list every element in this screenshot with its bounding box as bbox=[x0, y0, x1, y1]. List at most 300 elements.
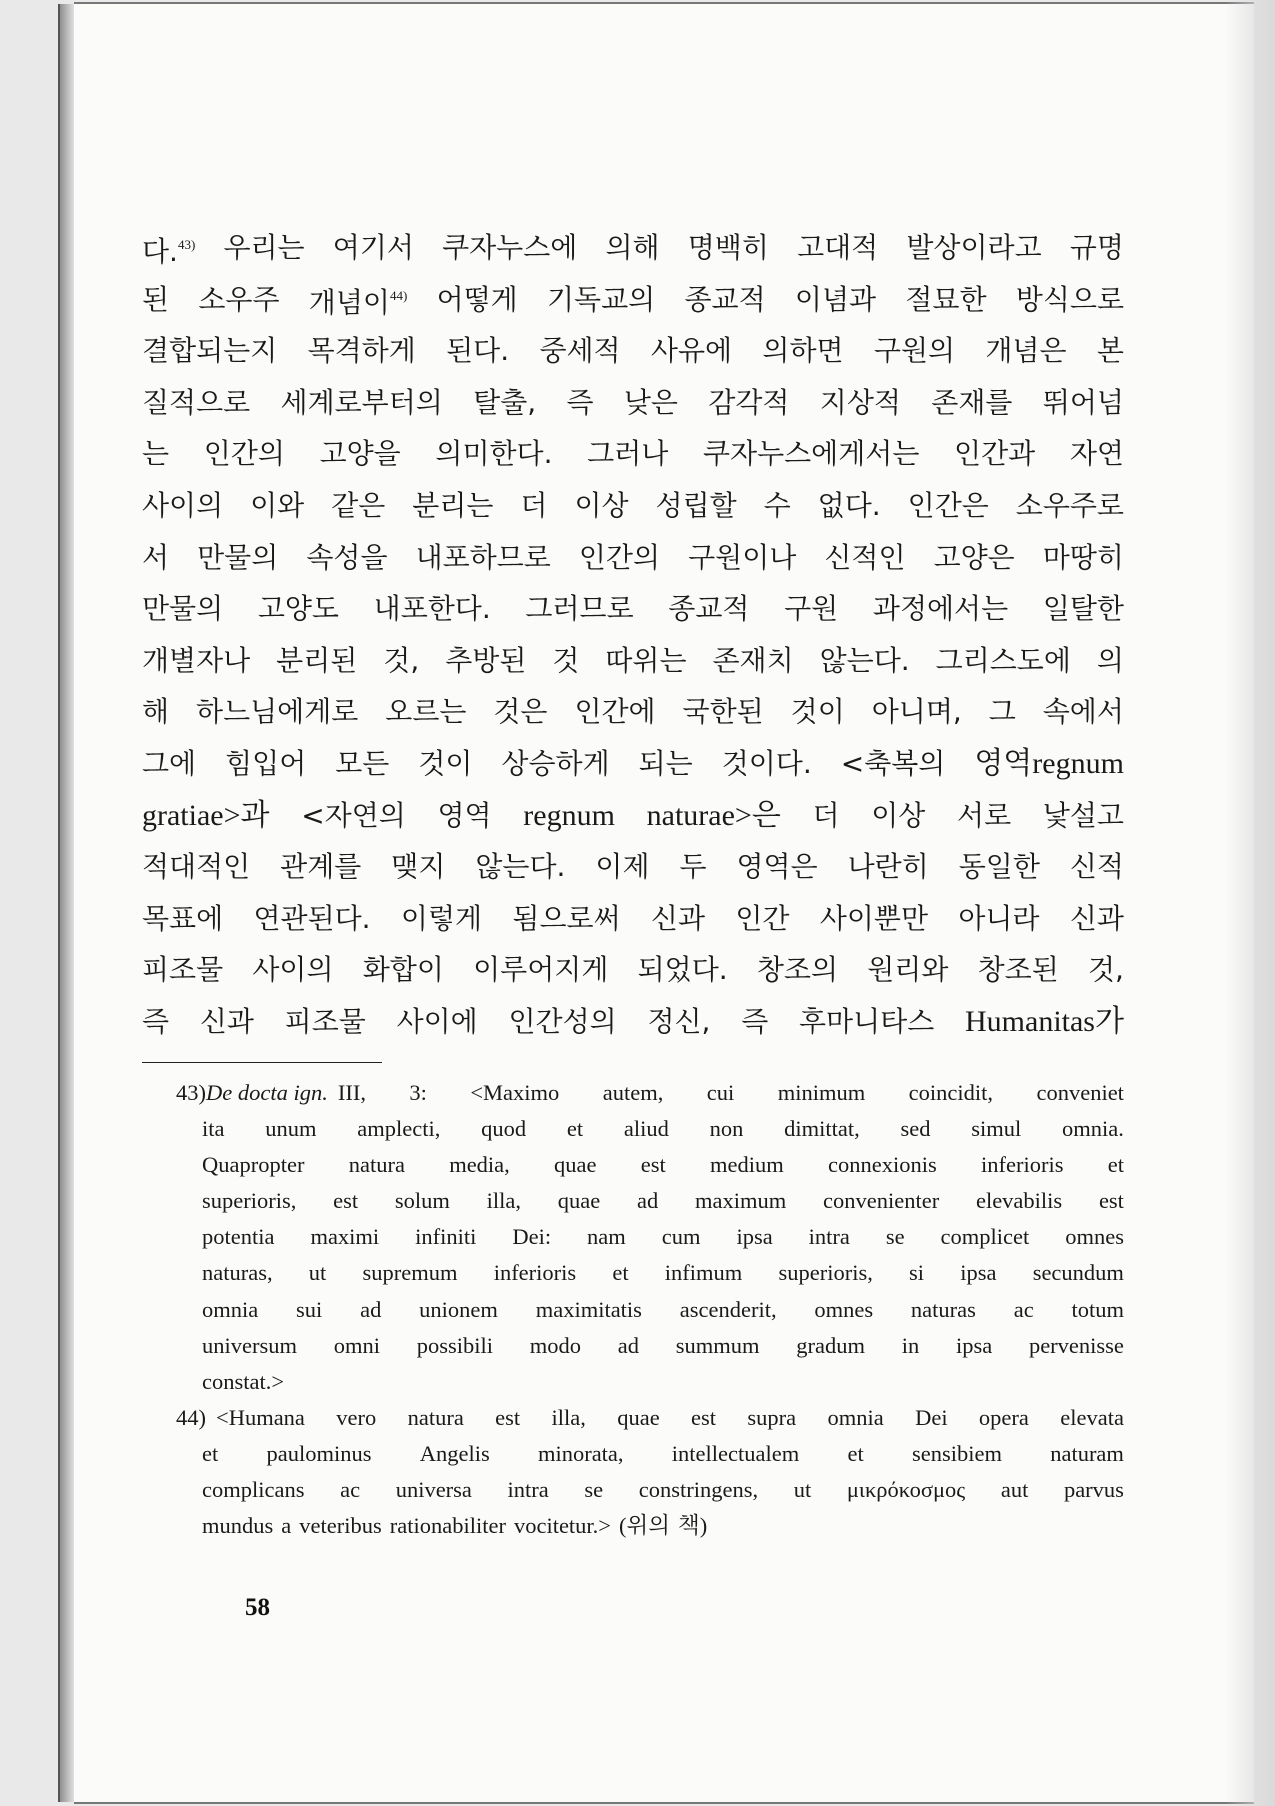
word: <Humana bbox=[216, 1404, 305, 1430]
word: constat.> bbox=[202, 1368, 285, 1394]
word: 후마니타스 bbox=[799, 1004, 935, 1038]
word: connexionis bbox=[828, 1152, 937, 1178]
word: 소우주 bbox=[198, 282, 280, 316]
word: 않는다. bbox=[475, 850, 566, 884]
word: 없다. bbox=[817, 488, 881, 522]
word: omnia bbox=[202, 1296, 259, 1322]
word: elevata bbox=[1060, 1404, 1124, 1430]
word: 결합되는지 bbox=[142, 334, 278, 368]
word: 방식으로 bbox=[1015, 282, 1124, 316]
word: possibili bbox=[416, 1332, 494, 1358]
word: 분리는 bbox=[412, 488, 494, 522]
word: 낯설고 bbox=[1042, 798, 1124, 832]
word: 된 bbox=[142, 282, 170, 316]
word: intellectualem bbox=[671, 1440, 800, 1466]
footnote-rule bbox=[142, 1062, 382, 1063]
word: coincidit, bbox=[908, 1080, 994, 1105]
word: naturam bbox=[1050, 1440, 1124, 1466]
word: constringens, bbox=[638, 1477, 759, 1503]
word: 두 bbox=[679, 850, 707, 884]
word: 낮은 bbox=[623, 385, 678, 419]
word: <축복의 bbox=[840, 746, 946, 780]
footnote-43-line bbox=[176, 1219, 1124, 1255]
word: 고양은 bbox=[933, 540, 1015, 574]
word: in bbox=[901, 1332, 920, 1358]
word: 영역은 bbox=[736, 850, 818, 884]
word: maximi bbox=[310, 1224, 380, 1250]
word: 인간성의 bbox=[508, 1004, 617, 1038]
word: 추방된 bbox=[445, 643, 527, 677]
word: superioris, bbox=[778, 1260, 873, 1286]
word: autem, bbox=[602, 1080, 664, 1105]
word: natura bbox=[407, 1404, 464, 1430]
word: intra bbox=[507, 1477, 549, 1503]
word: rationabiliter bbox=[389, 1513, 506, 1539]
word: 즉 bbox=[142, 1004, 170, 1038]
word: illa, bbox=[551, 1404, 586, 1430]
word: 신과 bbox=[1069, 901, 1124, 935]
word: 하느님에게로 bbox=[196, 695, 359, 729]
word: et bbox=[202, 1440, 219, 1466]
word: 창조된 bbox=[977, 953, 1059, 987]
footnote-number: 44) bbox=[176, 1404, 206, 1430]
word: 상승하게 bbox=[501, 746, 610, 780]
word: gradum bbox=[796, 1332, 865, 1358]
word: 절묘한 bbox=[905, 282, 987, 316]
word: 그에 bbox=[142, 746, 197, 780]
word: 마땅히 bbox=[1042, 540, 1124, 574]
word: si bbox=[909, 1260, 925, 1286]
footnote-44-line bbox=[176, 1436, 1124, 1472]
word: Angelis bbox=[419, 1440, 490, 1466]
footnote-text bbox=[338, 1075, 1124, 1111]
word: est bbox=[640, 1152, 666, 1178]
word: 된다. bbox=[446, 334, 510, 368]
body-line bbox=[142, 428, 1124, 480]
word: superioris, bbox=[202, 1188, 297, 1214]
word: opera bbox=[978, 1404, 1029, 1430]
body-line bbox=[142, 738, 1124, 790]
word: ad bbox=[617, 1332, 639, 1358]
word: 동일한 bbox=[958, 850, 1040, 884]
word: quae bbox=[617, 1404, 660, 1430]
word: 것이다. bbox=[721, 746, 812, 780]
word: 창조의 bbox=[756, 953, 839, 987]
footnote-number: 43) bbox=[176, 1080, 206, 1105]
word: totum bbox=[1071, 1296, 1124, 1322]
body-line bbox=[142, 583, 1124, 635]
word: 신적 bbox=[1069, 850, 1124, 884]
word: naturas, bbox=[202, 1260, 273, 1286]
word: <자연의 bbox=[301, 798, 406, 832]
word: 신과 bbox=[199, 1004, 254, 1038]
word: unionem bbox=[419, 1296, 498, 1322]
word: omnes bbox=[1065, 1224, 1124, 1250]
word: 인간의 bbox=[578, 540, 661, 574]
footnote-44 bbox=[176, 1400, 1124, 1544]
word: summum bbox=[675, 1332, 760, 1358]
word: 이상 bbox=[871, 798, 926, 832]
word: supra bbox=[747, 1404, 797, 1430]
word: et bbox=[1107, 1152, 1124, 1178]
body-line bbox=[142, 532, 1124, 584]
word: 피조물 bbox=[284, 1004, 366, 1038]
word: ipsa bbox=[955, 1332, 993, 1358]
word: ac bbox=[340, 1477, 361, 1503]
word: 만물의 bbox=[142, 592, 224, 626]
word: dimittat, bbox=[784, 1116, 860, 1142]
word: 모든 bbox=[335, 746, 390, 780]
word: intra bbox=[808, 1224, 850, 1250]
footnote-marker: 43) bbox=[177, 236, 196, 252]
word: 화합이 bbox=[362, 953, 444, 987]
word: omni bbox=[333, 1332, 380, 1358]
word: ut bbox=[793, 1477, 812, 1503]
word: vocitetur.> bbox=[513, 1513, 611, 1539]
word: simul bbox=[971, 1116, 1022, 1142]
word: et bbox=[566, 1116, 584, 1142]
word: 서로 bbox=[957, 798, 1012, 832]
word: 사이에 bbox=[396, 1004, 478, 1038]
word: 감각적 bbox=[708, 385, 790, 419]
word: 같은 bbox=[331, 488, 386, 522]
word: 쿠자누스에 bbox=[442, 231, 578, 264]
word: ut bbox=[308, 1260, 327, 1286]
word: 이루어지게 bbox=[473, 953, 609, 987]
word: 이제 bbox=[595, 850, 650, 884]
citation-title: De docta ign. bbox=[206, 1080, 328, 1105]
word: veteribus bbox=[299, 1513, 382, 1539]
word: 더 bbox=[812, 798, 840, 832]
body-line bbox=[142, 790, 1124, 842]
word: 국한된 bbox=[682, 695, 764, 729]
word: 즉 bbox=[741, 1004, 769, 1038]
word: 관계를 bbox=[280, 850, 362, 884]
word: minimum bbox=[777, 1080, 866, 1105]
page-right-shadow bbox=[1225, 0, 1275, 1806]
word: 고대적 bbox=[797, 231, 879, 264]
word: medium bbox=[710, 1152, 784, 1178]
word: ipsa bbox=[960, 1260, 997, 1286]
word: 뛰어넘 bbox=[1042, 385, 1124, 419]
footnote-text bbox=[216, 1400, 1124, 1436]
word: 영역 bbox=[437, 798, 492, 832]
word: 영역regnum bbox=[974, 746, 1124, 780]
word: 이렇게 bbox=[400, 901, 483, 935]
word: 즉 bbox=[566, 385, 594, 419]
word: quod bbox=[481, 1116, 527, 1142]
word: III, bbox=[337, 1080, 366, 1105]
word: 서 bbox=[142, 540, 170, 574]
footnote-43-line bbox=[176, 1328, 1124, 1364]
word: solum bbox=[394, 1188, 450, 1214]
word: 속에서 bbox=[1042, 695, 1124, 729]
word: 우리는 bbox=[223, 231, 305, 264]
word: infimum bbox=[664, 1260, 743, 1286]
word: omnia. bbox=[1062, 1116, 1124, 1142]
word: 3: bbox=[409, 1080, 427, 1105]
word: naturae>은 bbox=[646, 798, 781, 832]
word: 의 bbox=[1096, 643, 1124, 677]
body-line bbox=[142, 841, 1124, 893]
word: 적대적인 bbox=[142, 850, 251, 884]
word: 것은 bbox=[493, 695, 548, 729]
word: 그러므로 bbox=[525, 592, 634, 626]
word: 존재를 bbox=[931, 385, 1013, 419]
word: inferioris bbox=[493, 1260, 577, 1286]
word: 존재치 bbox=[712, 643, 794, 677]
body-line bbox=[142, 377, 1124, 429]
word: 신적인 bbox=[824, 540, 906, 574]
word: 아니라 bbox=[958, 901, 1040, 935]
word: 의하면 bbox=[762, 334, 844, 368]
word: 명백히 bbox=[687, 231, 769, 264]
footnote-44-line bbox=[176, 1472, 1124, 1508]
word: 만물의 bbox=[197, 540, 279, 574]
body-line bbox=[142, 635, 1124, 687]
word: inferioris bbox=[981, 1152, 1064, 1178]
word: (위의 bbox=[619, 1513, 670, 1539]
word: modo bbox=[529, 1332, 582, 1358]
footnote-marker: 44) bbox=[389, 288, 408, 304]
word: et bbox=[847, 1440, 864, 1466]
word: media, bbox=[449, 1152, 510, 1178]
word: 성립할 bbox=[655, 488, 737, 522]
word: 이념과 bbox=[794, 282, 877, 316]
footnote-43-line bbox=[176, 1111, 1124, 1147]
word: ipsa bbox=[736, 1224, 773, 1250]
word: infiniti bbox=[415, 1224, 477, 1250]
footnote-43-line-1 bbox=[176, 1075, 1124, 1111]
word: conveniet bbox=[1036, 1080, 1124, 1105]
word: secundum bbox=[1032, 1260, 1124, 1286]
word: 것, bbox=[383, 643, 420, 677]
word: paulominus bbox=[266, 1440, 372, 1466]
word: 개념은 bbox=[985, 334, 1067, 368]
body-line bbox=[142, 944, 1124, 996]
word: 힘입어 bbox=[225, 746, 307, 780]
word: 맺지 bbox=[391, 850, 446, 884]
word: 피조물 bbox=[142, 953, 224, 987]
word: 종교적 bbox=[684, 282, 766, 316]
word: 것이 bbox=[790, 695, 845, 729]
body-line bbox=[142, 686, 1124, 738]
word: non bbox=[709, 1116, 744, 1142]
word: 자연 bbox=[1069, 437, 1124, 471]
word: 쿠자누스에게서는 bbox=[702, 437, 920, 471]
word: aliud bbox=[623, 1116, 669, 1142]
word: convenienter bbox=[823, 1188, 940, 1214]
body-line bbox=[142, 480, 1124, 532]
word: est bbox=[691, 1404, 717, 1430]
footnote-43-line bbox=[176, 1292, 1124, 1328]
word: 그리스도에 bbox=[935, 643, 1071, 677]
word: 고양도 bbox=[257, 592, 339, 626]
word: vero bbox=[336, 1404, 377, 1430]
word: complicans bbox=[202, 1477, 305, 1503]
footnote-43-line bbox=[176, 1147, 1124, 1183]
word: amplecti, bbox=[357, 1116, 441, 1142]
word: 지상적 bbox=[819, 385, 901, 419]
word: 아니며, bbox=[871, 695, 962, 729]
word: minorata, bbox=[537, 1440, 624, 1466]
page-number: 58 bbox=[245, 1594, 270, 1621]
word: se bbox=[885, 1224, 905, 1250]
word: universum bbox=[202, 1332, 297, 1358]
word: 연관된다. bbox=[253, 901, 371, 935]
word: Dei: bbox=[512, 1224, 552, 1250]
word: est bbox=[333, 1188, 359, 1214]
word: 의해 bbox=[605, 231, 660, 264]
word: 목표에 bbox=[142, 901, 224, 935]
word: 과정에서는 bbox=[872, 592, 1009, 626]
word: 인간과 bbox=[954, 437, 1036, 471]
word: regnum bbox=[523, 798, 615, 832]
word: 인간 bbox=[735, 901, 790, 935]
word: 발상이라고 bbox=[906, 231, 1042, 264]
word: 속성을 bbox=[306, 540, 388, 574]
word: 않는다. bbox=[819, 643, 910, 677]
word: 내포하므로 bbox=[415, 540, 551, 574]
word: omnes bbox=[814, 1296, 874, 1322]
word: 개별자나 bbox=[142, 643, 251, 677]
word: ad bbox=[360, 1296, 382, 1322]
word: 구원의 bbox=[873, 334, 956, 368]
word: 는 bbox=[142, 437, 170, 471]
word: potentia bbox=[202, 1224, 275, 1250]
word: est bbox=[1098, 1188, 1124, 1214]
word: 목격하게 bbox=[307, 334, 416, 368]
word: 고양을 bbox=[319, 437, 401, 471]
word: quae bbox=[557, 1188, 601, 1214]
word: naturas bbox=[910, 1296, 976, 1322]
word: sed bbox=[900, 1116, 931, 1142]
word: 일탈한 bbox=[1042, 592, 1124, 626]
word: sui bbox=[296, 1296, 323, 1322]
word: Humanitas가 bbox=[965, 1004, 1124, 1038]
word: universa bbox=[395, 1477, 472, 1503]
word: 나란히 bbox=[847, 850, 929, 884]
word: 정신, bbox=[647, 1004, 711, 1038]
word: 본 bbox=[1096, 334, 1124, 368]
word: 기독교의 bbox=[547, 282, 656, 316]
footnotes bbox=[176, 1075, 1124, 1544]
body-line bbox=[142, 893, 1124, 945]
word: 중세적 bbox=[539, 334, 621, 368]
word: 구원이나 bbox=[688, 540, 797, 574]
word: 것, bbox=[1087, 953, 1124, 987]
body-text bbox=[142, 222, 1124, 1048]
word: 탈출, bbox=[473, 385, 537, 419]
word: 더 bbox=[520, 488, 548, 522]
word: maximum bbox=[695, 1188, 787, 1214]
word: a bbox=[281, 1513, 292, 1539]
word: illa, bbox=[486, 1188, 522, 1214]
word: 인간은 bbox=[907, 488, 989, 522]
word: 세계로부터의 bbox=[280, 385, 443, 419]
word: 사이의 bbox=[252, 953, 334, 987]
word: 내포한다. bbox=[373, 592, 491, 626]
word: 책) bbox=[677, 1513, 708, 1539]
word: sensibiem bbox=[911, 1440, 1002, 1466]
footnote-43 bbox=[176, 1075, 1124, 1400]
word: 것 bbox=[552, 643, 580, 677]
word: pervenisse bbox=[1028, 1332, 1124, 1358]
word: 되었다. bbox=[637, 953, 728, 987]
word: 인간에 bbox=[574, 695, 656, 729]
word: 구원 bbox=[784, 592, 839, 626]
word: 사유에 bbox=[650, 334, 733, 368]
word: omnia bbox=[827, 1404, 884, 1430]
word: elevabilis bbox=[975, 1188, 1063, 1214]
word: est bbox=[495, 1404, 521, 1430]
word: 규명 bbox=[1069, 231, 1124, 264]
body-line bbox=[142, 996, 1124, 1048]
word: supremum bbox=[362, 1260, 458, 1286]
word: 따위는 bbox=[605, 643, 687, 677]
word: 수 bbox=[763, 488, 791, 522]
word: aut bbox=[1000, 1477, 1029, 1503]
word: 사이의 bbox=[142, 488, 224, 522]
word: cui bbox=[706, 1080, 735, 1105]
word: 질적으로 bbox=[142, 385, 251, 419]
word: μικρόκοσμος bbox=[846, 1477, 966, 1503]
word: 원리와 bbox=[867, 953, 949, 987]
word: Quapropter bbox=[202, 1152, 305, 1178]
word: 신과 bbox=[650, 901, 706, 935]
word: nam bbox=[587, 1224, 626, 1250]
word: et bbox=[612, 1260, 629, 1286]
word: natura bbox=[348, 1152, 405, 1178]
footnote-43-line bbox=[176, 1183, 1124, 1219]
word: 소우주로 bbox=[1015, 488, 1124, 522]
word: parvus bbox=[1063, 1477, 1124, 1503]
word: 오르는 bbox=[385, 695, 467, 729]
word: 인간의 bbox=[203, 437, 285, 471]
word: 종교적 bbox=[668, 592, 750, 626]
word: ad bbox=[637, 1188, 659, 1214]
word: 것이 bbox=[418, 746, 473, 780]
word: 분리된 bbox=[276, 643, 358, 677]
word: gratiae>과 bbox=[142, 798, 270, 832]
footnote-43-line bbox=[176, 1364, 1124, 1400]
word: 해 bbox=[142, 695, 170, 729]
footnote-44-line bbox=[176, 1508, 1124, 1544]
word: mundus bbox=[202, 1513, 274, 1539]
word: 그 bbox=[988, 695, 1016, 729]
word: 다.$^{43)}$ bbox=[142, 234, 196, 268]
word: ascenderit, bbox=[679, 1296, 777, 1322]
footnote-44-line-1 bbox=[176, 1400, 1124, 1436]
word: 개념이$^{44)}$ bbox=[308, 286, 408, 320]
word: <Maximo bbox=[470, 1080, 560, 1105]
word: 이상 bbox=[574, 488, 629, 522]
word: complicet bbox=[940, 1224, 1030, 1250]
word: maximitatis bbox=[535, 1296, 642, 1322]
word: unum bbox=[265, 1116, 317, 1142]
word: 이와 bbox=[250, 488, 305, 522]
word: se bbox=[584, 1477, 604, 1503]
word: Dei bbox=[915, 1404, 948, 1430]
word: ita bbox=[202, 1116, 225, 1142]
word: ac bbox=[1013, 1296, 1034, 1322]
word: 사이뿐만 bbox=[819, 901, 928, 935]
footnote-43-line bbox=[176, 1255, 1124, 1291]
word: quae bbox=[554, 1152, 597, 1178]
body-line bbox=[142, 274, 1124, 326]
word: 그러나 bbox=[587, 437, 669, 471]
word: 됨으로써 bbox=[512, 901, 621, 935]
